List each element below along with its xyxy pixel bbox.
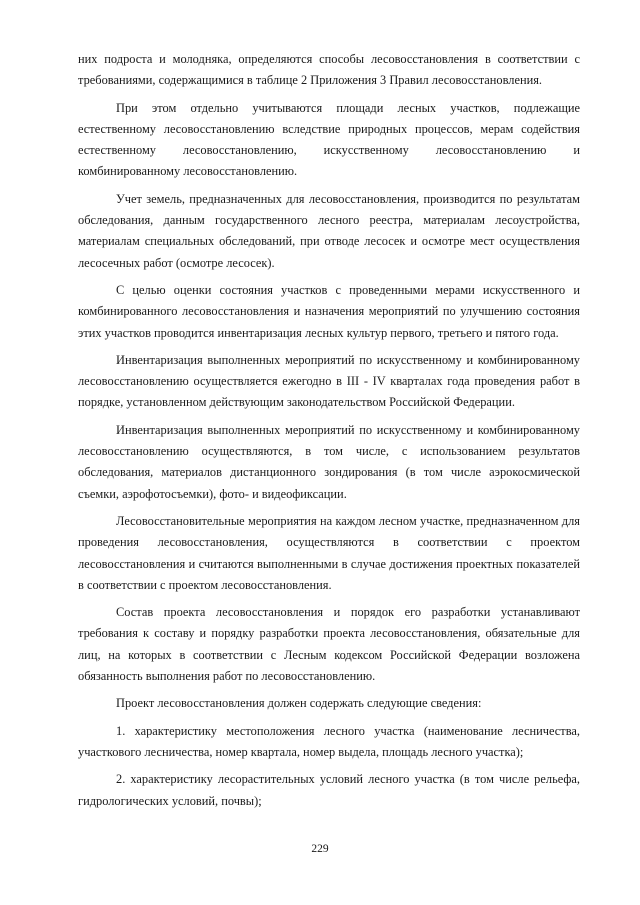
page-number: 229 [311, 843, 329, 855]
paragraph-2: При этом отдельно учитываются площади лесных участков, подлежащие естественному лесовосстановлению вследствие природных процессов, мерам содействия естественному лесовосстановлению, искусственному лесовосстановлению и комбинированному лесовосстановлению. [78, 100, 580, 179]
paragraph-9: Проект лесовосстановления должен содержать следующие сведения: [116, 696, 482, 711]
paragraph-7: Лесовосстановительные мероприятия на каждом лесном участке, предназначенном для проведения лесовосстановления, осуществляются в соответствии с проектом лесовосстановления и считаются выполненными в случае достижения проектных показателей в соответствии с проектом лесовосстановления. [78, 513, 580, 592]
paragraph-4: С целью оценки состояния участков с проведенными мерами искусственного и комбинированного лесовосстановления и назначения мероприятий по улучшению состояния этих участков проводится инвентаризация лесных культур первого, третьего и пятого года. [78, 282, 580, 340]
paragraph-1: них подроста и молодняка, определяются способы лесовосстановления в соответствии с требованиями, содержащимися в таблице 2 Приложения 3 Правил лесовосстановления. [78, 52, 580, 88]
body-text [78, 49, 580, 812]
paragraph-8: Состав проекта лесовосстановления и порядок его разработки устанавливают требования к составу и порядку разработки проекта лесовосстановления, обязательные для лиц, на которых в соответствии с Лесным кодексом Российской Федерации возложена обязанность выполнения работ по лесовосстановлению. [78, 605, 580, 684]
paragraph-5: Инвентаризация выполненных мероприятий по искусственному и комбинированному лесовосстановлению осуществляется ежегодно в III - IV кварталах года проведения работ в порядке, установленном действующим законодательством Российской Федерации. [78, 352, 580, 410]
paragraph-3: Учет земель, предназначенных для лесовосстановления, производится по результатам обследования, данным государственного лесного реестра, материалам лесоустройства, материалам специальных обследований, при отводе лесосек и осмотре мест осуществления лесосечных работ (осмотре лесосек). [78, 191, 580, 270]
list-item-1: 1. характеристику местоположения лесного участка (наименование лесничества, участкового лесничества, номер квартала, номер выдела, площадь лесного участка); [78, 723, 580, 759]
paragraph-6: Инвентаризация выполненных мероприятий по искусственному и комбинированному лесовосстановлению осуществляются, в том числе, с использованием результатов обследования, материалов дистанционного зондирования (в том числе аэрокосмической съемки, аэрофотосъемки), фото- и видеофиксации. [78, 422, 580, 501]
list-item-2: 2. характеристику лесорастительных условий лесного участка (в том числе рельефа, гидрологических условий, почвы); [78, 772, 580, 808]
